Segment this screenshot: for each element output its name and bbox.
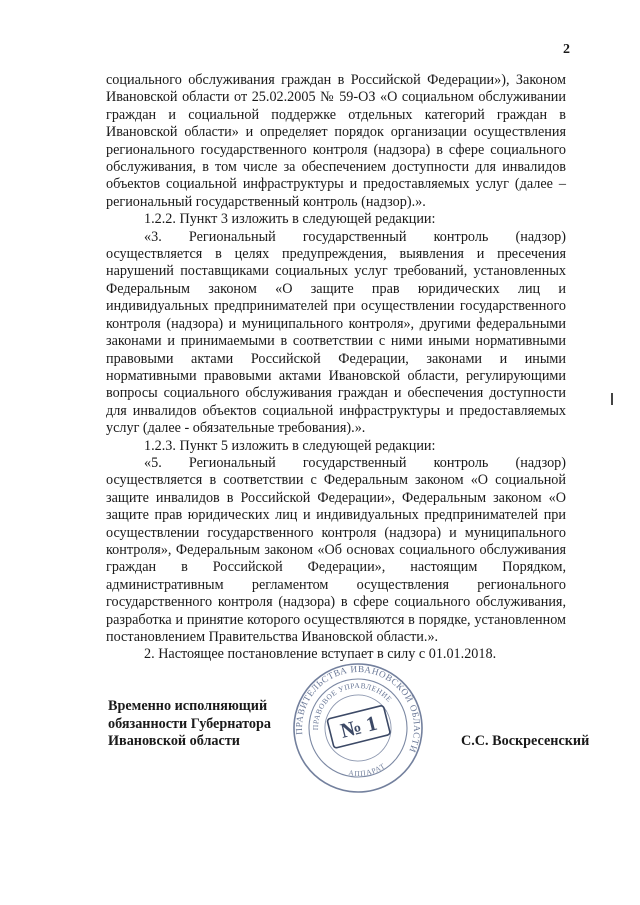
signatory-title-line: обязанности Губернатора	[108, 715, 271, 732]
signatory-name: С.С. Воскресенский	[461, 733, 590, 749]
svg-text:АППАРАТ: АППАРАТ	[347, 761, 388, 778]
paragraph-item-1-2-2: 1.2.2. Пункт 3 изложить в следующей редакции:	[144, 211, 436, 228]
paragraph-point-3: «3. Региональный государственный контроль (надзор) осуществляется в целях предупреждения, выявления и пресечения нарушений поставщиками социальных услуг требований, установленных Федеральным законом «О защите прав юридических лиц и индивидуальных предпринимателей при осуществлении государственного контроля (надзора) и муниципального контроля», другими федеральными законами и принимаемыми в соответствии с ними иными нормативными правовыми актами Российской Федерации, законами и иными нормативными правовыми актами Ивановской области, регулирующими вопросы социального обслуживания граждан и обеспечения доступности для инвалидов объектов социальной инфраструктуры и предоставляемых услуг (далее - обязательные требования).».	[106, 228, 566, 437]
paragraph-continuation: социального обслуживания граждан в Российской Федерации»), Законом Ивановской области от 25.02.2005 № 59-ОЗ «О социальном обслуживании граждан и социальной поддержке отдельных категорий граждан в Ивановской области» и определяет порядок организации осуществления регионального государственного контроля (надзора) в сфере социального обслуживания, в том числе за обеспечением доступности для инвалидов объектов социальной инфраструктуры и предоставляемых услуг (далее – региональный государственный контроль (надзор).».	[106, 72, 566, 210]
paragraph-item-1-2-3: 1.2.3. Пункт 5 изложить в следующей редакции:	[144, 437, 436, 454]
svg-text:ПРАВИТЕЛЬСТВА ИВАНОВСКОЙ ОБЛАС: ПРАВИТЕЛЬСТВА ИВАНОВСКОЙ ОБЛАСТИ	[293, 663, 423, 755]
svg-text:ПРАВОВОЕ УПРАВЛЕНИЕ: ПРАВОВОЕ УПРАВЛЕНИЕ	[310, 680, 395, 731]
signatory-title-line: Временно исполняющий	[108, 698, 268, 714]
signatory-title-line: Ивановской области	[108, 733, 240, 749]
seal-icon	[290, 660, 426, 796]
signatory-title	[108, 698, 271, 751]
paragraph-effective-date: 2. Настоящее постановление вступает в силу с 01.01.2018.	[144, 646, 497, 663]
svg-text:№ 1: № 1	[337, 710, 380, 743]
document-body	[106, 72, 566, 664]
page-number: 2	[563, 42, 570, 57]
margin-mark	[611, 393, 613, 405]
official-seal	[290, 660, 426, 796]
paragraph-point-5: «5. Региональный государственный контроль (надзор) осуществляется в соответствии с Федеральным законом «О социальной защите инвалидов в Российской Федерации», Федеральным законом «О защите прав юридических лиц и индивидуальных предпринимателей при осуществлении государственного контроля (надзора) и муниципального контроля», Федеральным законом «Об основах социального обслуживания граждан в Российской Федерации», настоящим Порядком, административным регламентом осуществления регионального государственного контроля (надзора) в сфере социального обслуживания, разработка и принятие которого осуществляются в порядке, установленном постановлением Правительства Ивановской области.».	[106, 454, 566, 645]
